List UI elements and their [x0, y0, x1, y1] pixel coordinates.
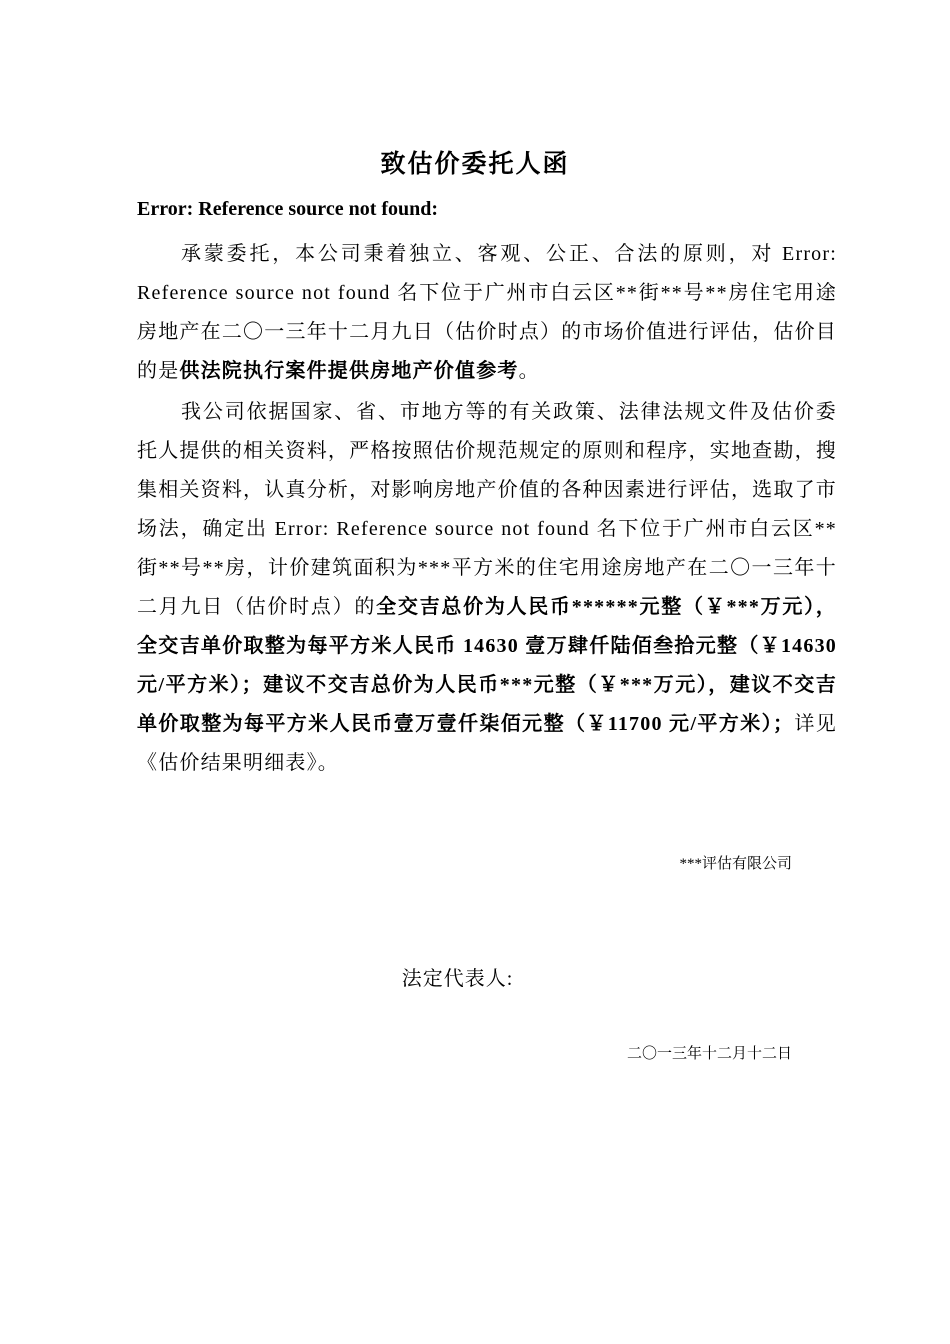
paragraph-reference-text: 详见《估价结果明细表》。 — [137, 713, 837, 774]
valuation-purpose: 供法院执行案件提供房地产价值参考 — [179, 360, 519, 382]
paragraph-commission-text: 承蒙委托，本公司秉着独立、客观、公正、合法的原则，对 Error: Reference source not found 名下位于广州市白云区**街**号**房住宅用途房地产在二〇一三年十二月九日（估价时点）的市场价值进行评估，估价目的是 — [137, 243, 837, 382]
legal-representative-label: 法定代表人: — [401, 968, 514, 990]
paragraph-valuation-result — [137, 393, 837, 783]
paragraph-commission-end: 。 — [518, 360, 540, 382]
paragraph-method-text: 我公司依据国家、省、市地方等的有关政策、法律法规文件及估价委托人提供的相关资料，严格按照估价规范规定的原则和程序，实地查勘，搜集相关资料，认真分析，对影响房地产价值的各种因素进行评估，选取了市场法，确定出 Error: Reference source not found 名下位于广州市白云区**街**号**房，计价建筑面积为***平方米的住宅用途房地产在二〇一三年十二月九日（估价时点）的 — [137, 401, 837, 618]
addressee-line: Error: Reference source not found: — [137, 198, 439, 220]
valuation-results: 全交吉总价为人民币******元整（￥***万元），全交吉单价取整为每平方米人民币 14630 壹万肆仟陆佰叁拾元整（￥14630 元/平方米）；建议不交吉总价为人民币***元整（￥***万元），建议不交吉单价取整为每平方米人民币壹万壹仟柒佰元整（￥11700 元/平方米）； — [137, 596, 838, 735]
company-name: ***评估有限公司 — [679, 856, 792, 872]
document-title: 致估价委托人函 — [380, 151, 570, 178]
paragraph-commission — [137, 235, 837, 391]
letter-date: 二〇一三年十二月十二日 — [626, 1046, 792, 1062]
